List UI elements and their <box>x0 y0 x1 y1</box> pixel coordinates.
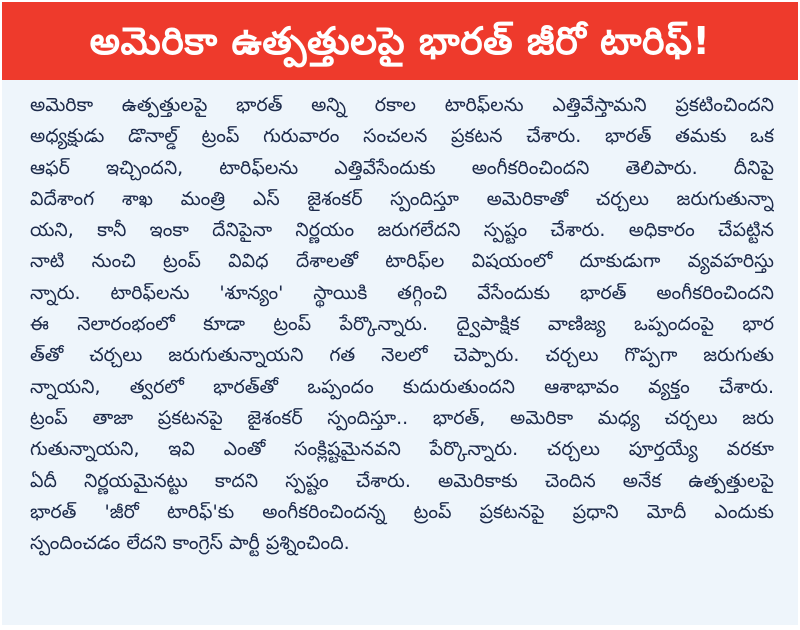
article-line: ఏదీ నిర్ణయమైనట్టు కాదని స్పష్టం చేశారు. అమెరికాకు చెందిన అనేక ఉత్పత్తులపై <box>30 469 774 492</box>
headline-banner <box>2 2 798 80</box>
article-line: నాటి నుంచి ట్రంప్ వివిధ దేశాలతో టారిఫ్‌ల విషయంలో దూకుడుగా వ్యవహరిస్తు <box>30 250 774 273</box>
article-line: ట్రంప్ తాజా ప్రకటనపై జైశంకర్ స్పందిస్తూ.. భారత్, అమెరికా మధ్య చర్చలు జరు <box>30 406 774 429</box>
article-line: న్నాయని, త్వరలో భారత్‌తో ఒప్పందం కుదురుతుందని ఆశాభావం వ్యక్తం చేశారు. <box>30 375 774 398</box>
article-line: యని, కానీ ఇంకా దేనిపైనా నిర్ణయం జరుగలేదని స్పష్టం చేశారు. అధికారం చేపట్టిన <box>30 219 774 242</box>
article-line: ఈ నెలారంభంలో కూడా ట్రంప్ పేర్కొన్నారు. ద్వైపాక్షిక వాణిజ్య ఒప్పందంపై భార <box>30 313 774 336</box>
article-line: గుతున్నాయని, ఇవి ఎంతో సంక్లిష్టమైనవని పేర్కొన్నారు. చర్చలు పూర్తయ్యే వరకూ <box>30 438 774 461</box>
article-line: భారత్ 'జీరో టారిఫ్'కు అంగీకరించిందన్న ట్రంప్ ప్రకటనపై ప్రధాని మోదీ ఎందుకు <box>30 500 774 523</box>
article-line: న్నారు. టారిఫ్‌లను 'శూన్యం' స్థాయికి తగ్గించి వేసేందుకు భారత్ అంగీకరించిందని <box>30 281 774 304</box>
article-line: ఆఫర్ ఇచ్చిందని, టారిఫ్‌లను ఎత్తివేసేందుకు అంగీకరించిందని తెలిపారు. దీనిపై <box>30 156 774 179</box>
article-line: విదేశాంగ శాఖ మంత్రి ఎస్ జైశంకర్ స్పందిస్తూ అమెరికాతో చర్చలు జరుగుతున్నా <box>30 187 774 210</box>
article-line: స్పందించడం లేదని కాంగ్రెస్ పార్టీ ప్రశ్నించింది. <box>30 532 350 555</box>
article-body <box>2 80 798 625</box>
article-line: అధ్యక్షుడు డొనాల్డ్ ట్రంప్ గురువారం సంచలన ప్రకటన చేశారు. భారత్ తమకు ఒక <box>30 125 774 148</box>
article-line: త్‌తో చర్చలు జరుగుతున్నాయని గత నెలలో చెప్పారు. చర్చలు గొప్పగా జరుగుతు <box>30 344 774 367</box>
headline-text: అమెరికా ఉత్పత్తులపై భారత్ జీరో టారిఫ్! <box>89 19 711 63</box>
article-line: అమెరికా ఉత్పత్తులపై భారత్ అన్ని రకాల టారిఫ్‌లను ఎత్తివేస్తామని ప్రకటించిందని <box>30 94 774 116</box>
